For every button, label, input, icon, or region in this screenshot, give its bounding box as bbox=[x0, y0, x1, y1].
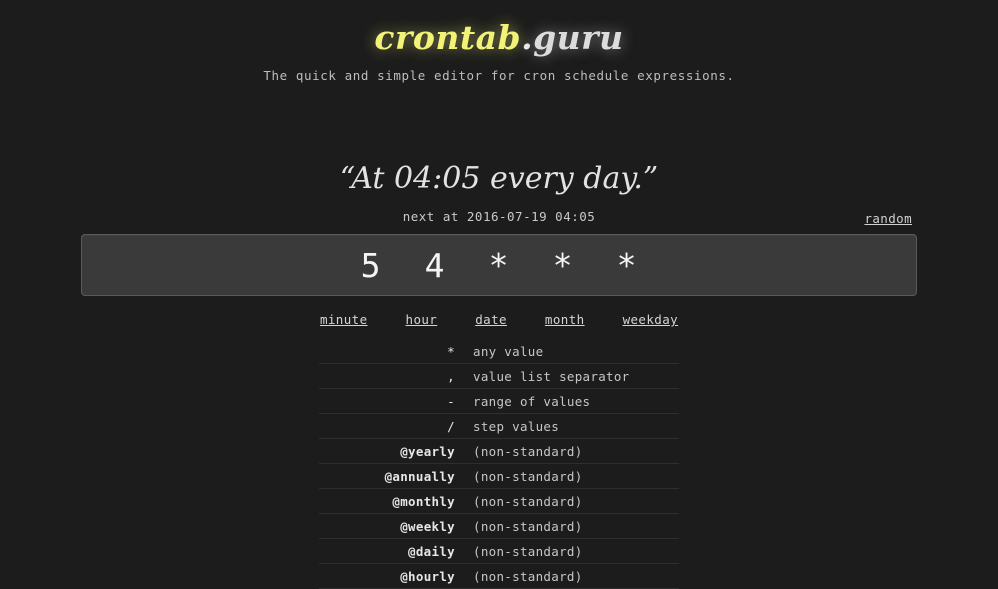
table-row bbox=[319, 539, 679, 564]
legend-description: (non-standard) bbox=[473, 444, 583, 459]
cron-field-minute[interactable]: 5 bbox=[360, 245, 382, 285]
table-row bbox=[319, 514, 679, 539]
field-label-date[interactable]: date bbox=[475, 312, 507, 327]
cron-expression-value bbox=[358, 246, 640, 285]
cron-field-weekday[interactable]: * bbox=[616, 245, 638, 285]
legend-description: any value bbox=[473, 344, 544, 359]
site-tagline: The quick and simple editor for cron schedule expressions. bbox=[263, 68, 735, 83]
cron-expression-input[interactable] bbox=[81, 234, 917, 296]
legend-symbol: , bbox=[447, 369, 455, 384]
table-row bbox=[319, 364, 679, 389]
schedule-description: “At 04:05 every day.” bbox=[339, 161, 659, 196]
cron-expression-area bbox=[81, 234, 917, 296]
legend-symbol: @hourly bbox=[400, 569, 455, 584]
legend-symbol: @annually bbox=[384, 469, 455, 484]
legend-symbol: @weekly bbox=[400, 519, 455, 534]
legend-description: (non-standard) bbox=[473, 519, 583, 534]
legend-symbol: * bbox=[447, 344, 455, 359]
legend-description: value list separator bbox=[473, 369, 630, 384]
legend-symbol: - bbox=[447, 394, 455, 409]
table-row bbox=[319, 414, 679, 439]
cron-syntax-legend bbox=[319, 339, 679, 589]
field-label-month[interactable]: month bbox=[544, 312, 585, 327]
site-title-dot: . bbox=[521, 18, 534, 57]
cron-field-hour[interactable]: 4 bbox=[424, 245, 446, 285]
cron-field-labels bbox=[0, 312, 998, 327]
table-row bbox=[319, 389, 679, 414]
cron-field-date[interactable]: * bbox=[488, 245, 510, 285]
next-run-text: next at 2016-07-19 04:05 bbox=[402, 209, 596, 224]
legend-symbol: / bbox=[447, 419, 455, 434]
legend-description: (non-standard) bbox=[473, 569, 583, 584]
table-row bbox=[319, 339, 679, 364]
site-title-crontab: crontab bbox=[374, 18, 522, 57]
field-label-minute[interactable]: minute bbox=[319, 312, 368, 327]
legend-description: step values bbox=[473, 419, 560, 434]
page-title bbox=[0, 0, 998, 58]
legend-description: (non-standard) bbox=[473, 469, 583, 484]
legend-description: (non-standard) bbox=[473, 494, 583, 509]
field-label-weekday[interactable]: weekday bbox=[622, 312, 679, 327]
table-row bbox=[319, 464, 679, 489]
legend-symbol: @daily bbox=[408, 544, 455, 559]
random-link[interactable]: random bbox=[864, 211, 912, 226]
legend-description: (non-standard) bbox=[473, 544, 583, 559]
legend-symbol: @monthly bbox=[392, 494, 455, 509]
legend-description: range of values bbox=[473, 394, 591, 409]
site-title-guru: guru bbox=[533, 18, 624, 57]
legend-symbol: @yearly bbox=[400, 444, 455, 459]
table-row bbox=[319, 564, 679, 589]
table-row bbox=[319, 489, 679, 514]
cron-field-month[interactable]: * bbox=[552, 245, 574, 285]
table-row bbox=[319, 439, 679, 464]
field-label-hour[interactable]: hour bbox=[405, 312, 438, 327]
